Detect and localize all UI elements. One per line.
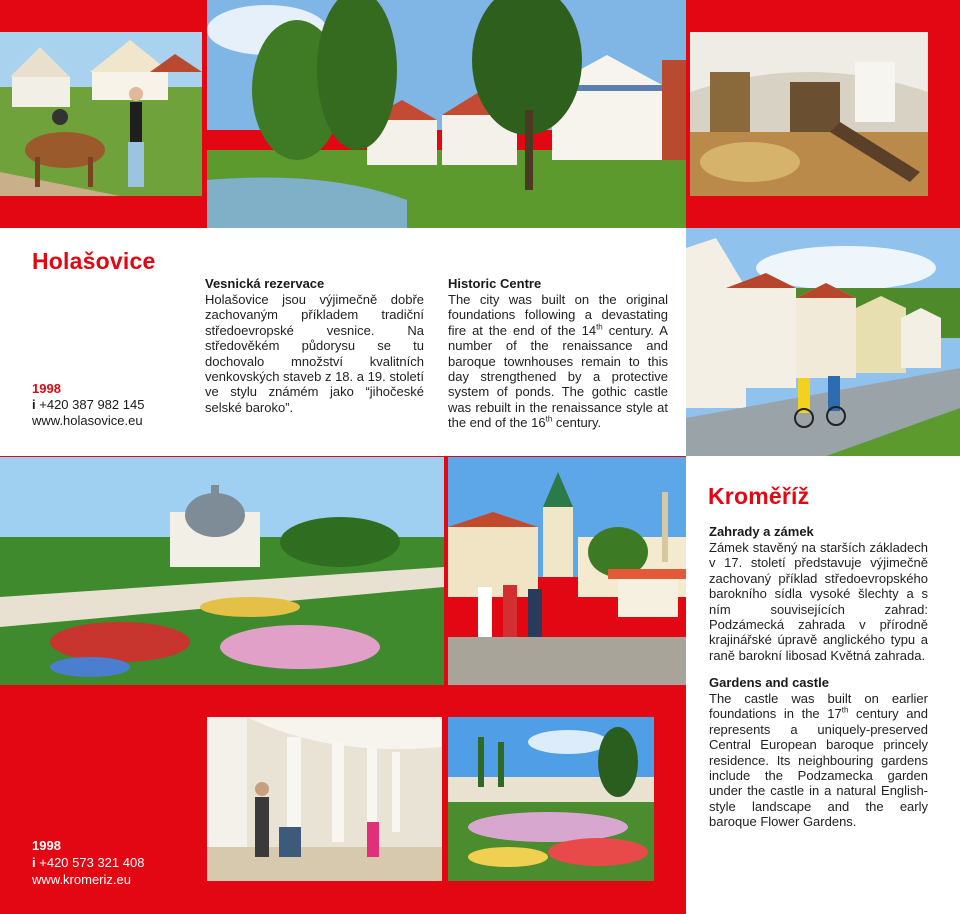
holasovice-phone: +420 387 982 145 [39,397,145,412]
info-icon: i [32,855,36,870]
kromeriz-en-heading: Gardens and castle [709,675,829,690]
holasovice-cz-text: Holašovice jsou výjimečně dobře zachovaným příkladem tradiční středoevropské vesnice. Na středověkém půdorysu se tu dochovalo množství kvalitních venkovských staveb z 18. a 19. století ve stylu známém jako “jihočeské selské baroko”. [205,292,424,415]
photo-village-cyclists [686,228,960,456]
photo-town-square-market [448,457,686,685]
holasovice-en-block [448,276,668,431]
holasovice-cz-block [205,276,424,415]
photo-barn-interior [690,32,928,196]
holasovice-web[interactable]: www.holasovice.eu [32,413,143,428]
kromeriz-cz-block [709,524,928,663]
kromeriz-cz-heading: Zahrady a zámek [709,524,814,539]
holasovice-en-heading: Historic Centre [448,276,542,291]
photo-flower-garden-colonnade [448,717,654,881]
kromeriz-phone: +420 573 321 408 [39,855,145,870]
holasovice-contact [32,381,192,429]
info-icon: i [32,397,36,412]
photo-flower-garden [0,457,444,685]
kromeriz-year: 1998 [32,838,61,853]
kromeriz-title: Kroměříž [708,483,810,509]
kromeriz-contact [32,837,202,888]
holasovice-en-text: The city was built on the original foundations following a devastating fire at the end of the 14th century. A number of the renaissance and baroque townhouses remain to this day strengthened by a protective system of ponds. The gothic castle was rebuilt in the renaissance style at the end of the 16th century. [448,292,668,431]
holasovice-title: Holašovice [32,248,156,274]
holasovice-year: 1998 [32,381,61,396]
photo-horse-village [0,32,202,196]
kromeriz-en-block [709,675,928,830]
kromeriz-phone-line [32,854,202,871]
photo-colonnade [207,717,442,881]
kromeriz-cz-text: Zámek stavěný na starších základech v 17. století představuje výjimečně zachovaný příklad středoevropského barokního sídla vysoké šlechty a s ním souvisejících zahrad: Podzámecká zahrada v přírodně krajinářské úpravě anglického typu a raně barokní libosad Květná zahrada. [709,540,928,663]
kromeriz-en-text: The castle was built on earlier foundations in the 17th century and represents a uniquely-preserved Central European baroque princely residence. Its neighbouring gardens include the Podzamecka garden under the castle in a natural English-style landscape and the early baroque Flower Gardens. [709,691,928,830]
holasovice-cz-heading: Vesnická rezervace [205,276,325,291]
kromeriz-web[interactable]: www.kromeriz.eu [32,872,131,887]
holasovice-phone-line [32,397,192,413]
photo-pond-houses [207,0,686,228]
